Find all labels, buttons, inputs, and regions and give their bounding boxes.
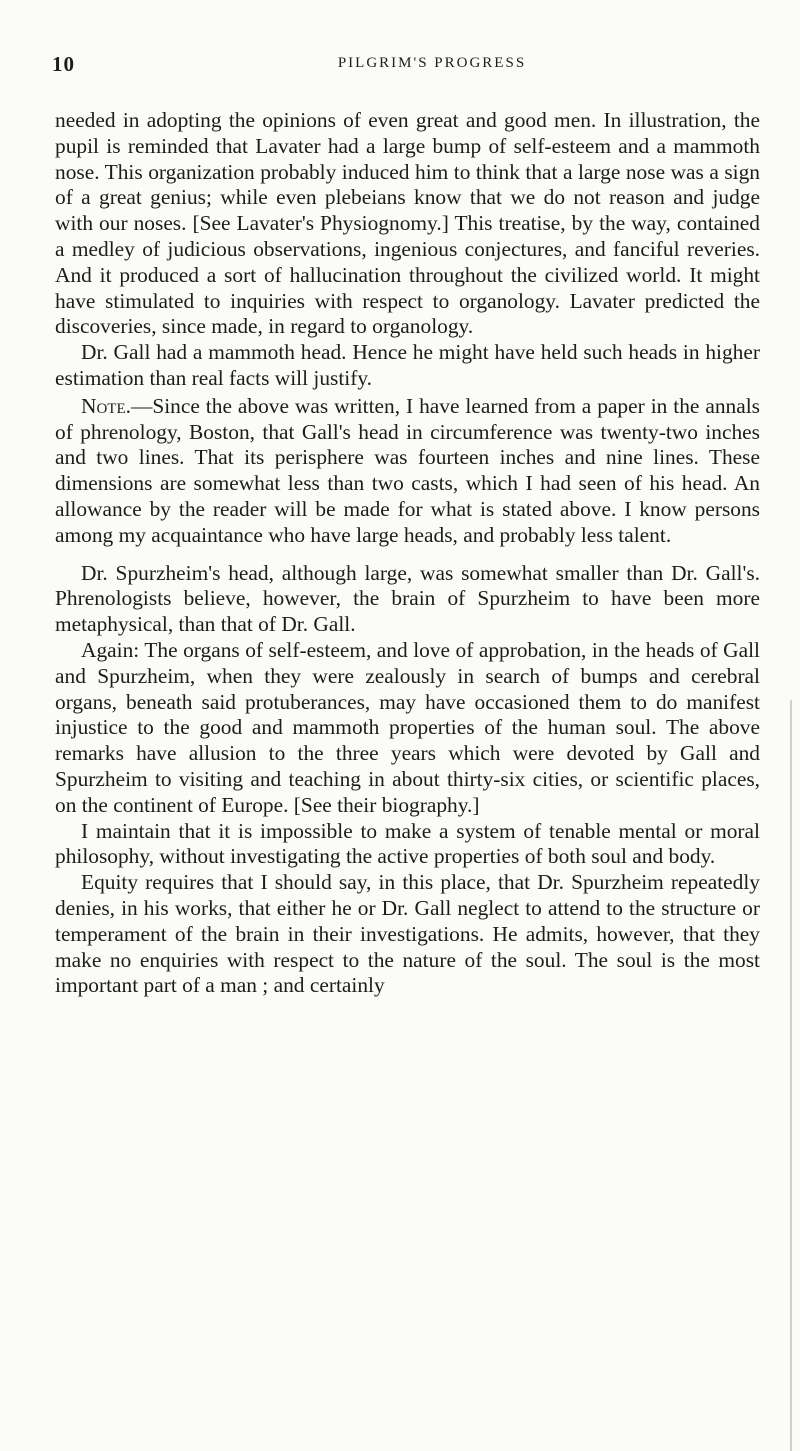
page-header xyxy=(52,52,752,82)
paragraph-spurzheim-head: Dr. Spurzheim's head, although large, was somewhat smaller than Dr. Gall's. Phrenologists believe, however, the brain of Spurzheim to have been more metaphysical, than that of Dr. Gall. xyxy=(55,560,760,637)
note-text: —Since the above was written, I have learned from a paper in the annals of phrenology, Boston, that Gall's head in circumference was twenty-two inches and two lines. That its perisphere was fourteen inches and nine lines. These dimensions are somewhat less than two casts, which I had seen of his head. An allowance by the reader will be made for what is stated above. I know persons among my acquaintance who have large heads, and probably less talent. xyxy=(55,393,760,547)
paragraph-equity: Equity requires that I should say, in this place, that Dr. Spurzheim repeatedly denies, in his works, that either he or Dr. Gall neglect to attend to the structure or temperament of the brain in their investigations. He admits, however, that they make no enquiries with respect to the nature of the soul. The soul is the most important part of a man ; and certainly xyxy=(55,870,760,998)
page-edge-line xyxy=(790,700,792,1451)
paragraph-gall-head: Dr. Gall had a mammoth head. Hence he might have held such heads in higher estimation than real facts will justify. xyxy=(55,340,760,390)
page-number: 10 xyxy=(52,52,75,76)
running-title: PILGRIM'S PROGRESS xyxy=(337,55,527,71)
paragraph-lavater: needed in adopting the opinions of even great and good men. In illustration, the pupil is reminded that Lavater had a large bump of self-esteem and a mammoth nose. This organization probably induced him to think that a large nose was a sign of a great genius; while even plebeians know that we do not reason and judge with our noses. [See Lavater's Physiognomy.] This treatise, by the way, contained a medley of judicious observations, ingenious conjectures, and fanciful reveries. And it produced a sort of hallucination throughout the civilized world. It might have stimulated to inquiries with respect to organology. Lavater predicted the discoveries, since made, in regard to organology. xyxy=(55,108,760,339)
paragraph-philosophy: I maintain that it is impossible to make a system of tenable mental or moral philosophy, without investigating the active properties of both soul and body. xyxy=(55,818,760,869)
paragraph-self-esteem: Again: The organs of self-esteem, and love of approbation, in the heads of Gall and Spurzheim, when they were zealously in search of bumps and cerebral organs, beneath said protuberances, may have occasioned them to do manifest injustice to the good and mammoth properties of the human soul. The above remarks have allusion to the three years which were devoted by Gall and Spurzheim to visiting and teaching in about thirty-six cities, or scientific places, on the continent of Europe. [See their biography.] xyxy=(55,637,760,817)
note-label: Note. xyxy=(81,393,131,418)
body-text xyxy=(55,108,760,999)
note-paragraph xyxy=(55,394,760,549)
